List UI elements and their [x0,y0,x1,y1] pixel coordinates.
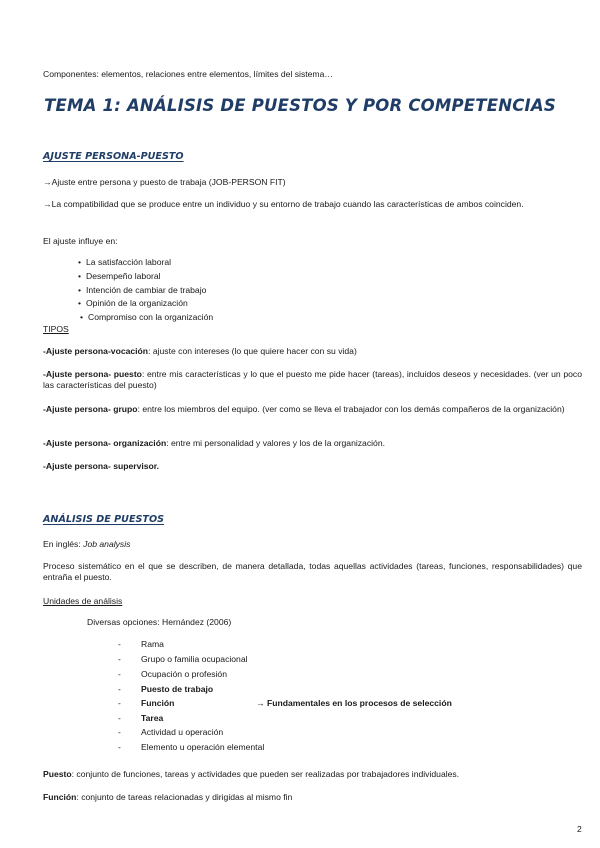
units-label: Unidades de análisis [43,596,123,606]
list-item: - Grupo o familia ocupacional [118,654,248,664]
definition-funcion: Función: conjunto de tareas relacionadas y dirigidas al mismo fin [43,792,293,802]
type-row: -Ajuste persona- grupo: entre los miembros del equipo. (ver como se lleva el trabajador con los demás compañeros de la organización) [43,404,565,414]
list-item: • Opinión de la organización [78,298,188,308]
definition-puesto: Puesto: conjunto de funciones, tareas y actividades que pueden ser realizadas por trabajadores individuales. [43,769,460,779]
fit-line [43,177,286,188]
list-item: - Ocupación o profesión [118,669,227,679]
page-title: TEMA 1: ANÁLISIS DE PUESTOS Y POR COMPETENCIAS [44,96,556,115]
section-heading-analisis: ANÁLISIS DE PUESTOS [43,514,165,525]
type-row: -Ajuste persona- puesto: entre mis características y lo que el puesto me pide hacer (tareas), incluidos deseos y necesidades. (ver un poco las características del puesto) [43,369,582,390]
list-item: - Actividad u operación [118,727,224,737]
definition-paragraph: Proceso sistemático en el que se describen, de manera detallada, todas aquellas actividades (tareas, funciones, responsabilidades) que entraña el puesto. [43,561,582,582]
arrow-right-icon: → [43,177,52,187]
options-line: Diversas opciones: Hernández (2006) [87,617,232,627]
intro-line: Componentes: elementos, relaciones entre elementos, límites del sistema… [43,69,333,79]
list-item: - Función [118,698,175,708]
list-item: - Puesto de trabajo [118,684,214,694]
fundamental-note: → Fundamentales en los procesos de selección [256,698,452,708]
compatibility-text: La compatibilidad que se produce entre un individuo y su entorno de trabajo cuando las características de ambos coinciden. [51,199,524,209]
list-item: • Compromiso con la organización [80,312,214,322]
arrow-right-icon: → [256,698,265,708]
type-row: -Ajuste persona- supervisor. [43,461,160,471]
list-item: - Elemento u operación elemental [118,742,265,752]
list-item: - Rama [118,639,164,649]
influence-line: El ajuste influye en: [43,236,118,246]
list-item: • Intención de cambiar de trabajo [78,285,207,295]
english-line: En inglés: Job analysis [43,539,131,549]
section-heading-ajuste: AJUSTE PERSONA-PUESTO [43,151,184,162]
list-item: • Desempeño laboral [78,271,161,281]
type-row: -Ajuste persona- organización: entre mi personalidad y valores y los de la organización. [43,438,385,448]
type-row: -Ajuste persona-vocación: ajuste con intereses (lo que quiere hacer con su vida) [43,346,357,356]
compatibility-paragraph [43,199,563,210]
fit-text: Ajuste entre persona y puesto de trabaja (JOB-PERSON FIT) [51,177,286,187]
tipos-label: TIPOS [43,324,69,334]
arrow-right-icon: → [43,199,52,209]
list-item: - Tarea [118,713,164,723]
list-item: • La satisfacción laboral [78,257,172,267]
page-number: 2 [577,824,582,834]
